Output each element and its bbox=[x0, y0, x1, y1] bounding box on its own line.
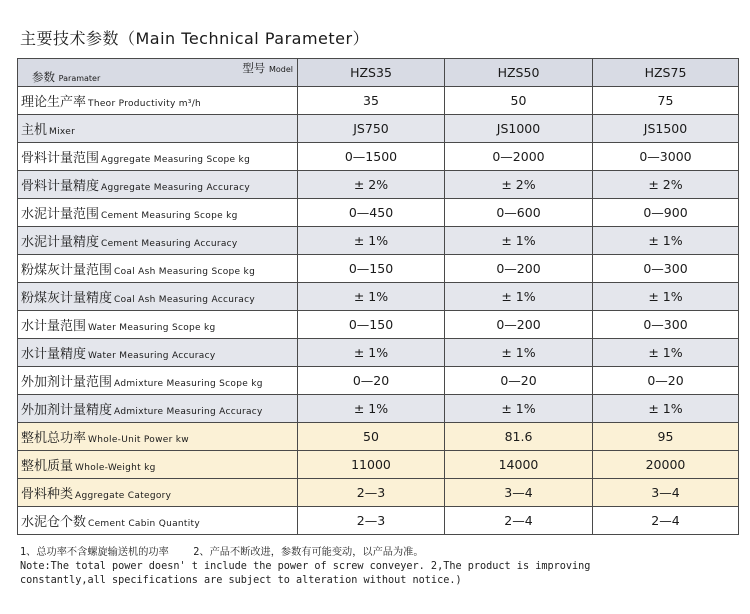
value-cell: 35 bbox=[298, 87, 445, 115]
footnote-line: constantly,all specifications are subject to alteration without notice.) bbox=[20, 575, 462, 586]
value-cell: 3—4 bbox=[593, 479, 739, 507]
parameter-name-zh: 骨料计量范围 bbox=[21, 151, 100, 166]
header-model-hzs75: HZS75 bbox=[593, 59, 739, 87]
table-row bbox=[18, 171, 739, 199]
parameter-name-cell bbox=[18, 199, 298, 227]
parameter-name-en: Theor Productivity m³/h bbox=[88, 99, 202, 109]
parameter-name-en: Water Measuring Accuracy bbox=[88, 351, 216, 361]
parameter-name-cell bbox=[18, 227, 298, 255]
parameter-name-zh: 外加剂计量精度 bbox=[21, 403, 113, 418]
value-cell: ± 1% bbox=[298, 339, 445, 367]
parameter-name-zh: 主机 bbox=[21, 123, 48, 138]
parameter-name-en: Water Measuring Scope kg bbox=[88, 323, 216, 333]
value-cell: 0—450 bbox=[298, 199, 445, 227]
header-diagonal-cell bbox=[18, 59, 298, 87]
value-cell: 2—4 bbox=[445, 507, 593, 535]
value-cell: 0—200 bbox=[445, 311, 593, 339]
parameter-name-cell bbox=[18, 395, 298, 423]
parameter-name-en: Cement Measuring Accuracy bbox=[101, 239, 238, 249]
value-cell: 2—4 bbox=[593, 507, 739, 535]
value-cell: 0—300 bbox=[593, 311, 739, 339]
parameter-name-zh: 粉煤灰计量范围 bbox=[21, 263, 113, 278]
value-cell: 0—3000 bbox=[593, 143, 739, 171]
value-cell: 0—600 bbox=[445, 199, 593, 227]
table-row bbox=[18, 451, 739, 479]
parameter-name-cell bbox=[18, 255, 298, 283]
value-cell: ± 2% bbox=[445, 171, 593, 199]
value-cell: 14000 bbox=[445, 451, 593, 479]
header-model-hzs35: HZS35 bbox=[298, 59, 445, 87]
table-row bbox=[18, 115, 739, 143]
parameter-name-zh: 骨料种类 bbox=[21, 487, 74, 502]
parameter-name-zh: 整机质量 bbox=[21, 459, 74, 474]
table-row bbox=[18, 311, 739, 339]
value-cell: ± 1% bbox=[593, 339, 739, 367]
value-cell: ± 1% bbox=[593, 283, 739, 311]
parameter-name-cell bbox=[18, 171, 298, 199]
parameter-name-zh: 理论生产率 bbox=[21, 95, 87, 110]
page-title: 主要技术参数（Main Technical Parameter） bbox=[20, 29, 370, 48]
parameter-name-cell bbox=[18, 451, 298, 479]
table-row bbox=[18, 255, 739, 283]
value-cell: JS1500 bbox=[593, 115, 739, 143]
value-cell: 0—1500 bbox=[298, 143, 445, 171]
parameter-name-zh: 外加剂计量范围 bbox=[21, 375, 113, 390]
parameter-name-en: Coal Ash Measuring Scope kg bbox=[114, 267, 256, 277]
parameter-name-zh: 水计量范围 bbox=[21, 319, 87, 334]
table-row bbox=[18, 143, 739, 171]
footnote-line: 1、总功率不含螺旋输送机的功率 2、产品不断改进，参数有可能变动，以产品为准。 bbox=[20, 547, 424, 558]
parameter-name-zh: 整机总功率 bbox=[21, 431, 87, 446]
parameter-name-zh: 水计量精度 bbox=[21, 347, 87, 362]
value-cell: 20000 bbox=[593, 451, 739, 479]
parameter-name-zh: 粉煤灰计量精度 bbox=[21, 291, 113, 306]
table-row bbox=[18, 227, 739, 255]
value-cell: ± 1% bbox=[593, 395, 739, 423]
parameter-name-en: Coal Ash Measuring Accuracy bbox=[114, 295, 255, 305]
parameter-name-cell bbox=[18, 143, 298, 171]
table-row bbox=[18, 339, 739, 367]
parameter-name-en: Aggregate Measuring Scope kg bbox=[101, 155, 251, 165]
value-cell: ± 1% bbox=[298, 227, 445, 255]
value-cell: 0—150 bbox=[298, 255, 445, 283]
value-cell: 0—300 bbox=[593, 255, 739, 283]
value-cell: ± 1% bbox=[593, 227, 739, 255]
value-cell: ± 1% bbox=[445, 395, 593, 423]
parameter-name-cell bbox=[18, 311, 298, 339]
value-cell: 0—150 bbox=[298, 311, 445, 339]
table-row bbox=[18, 283, 739, 311]
value-cell: ± 2% bbox=[298, 171, 445, 199]
value-cell: 0—2000 bbox=[445, 143, 593, 171]
parameter-table bbox=[17, 58, 739, 535]
value-cell: ± 1% bbox=[298, 395, 445, 423]
table-row bbox=[18, 367, 739, 395]
parameter-name-cell bbox=[18, 87, 298, 115]
value-cell: 11000 bbox=[298, 451, 445, 479]
parameter-name-cell bbox=[18, 507, 298, 535]
parameter-name-en: Admixture Measuring Accuracy bbox=[114, 407, 263, 417]
parameter-name-en: Cement Cabin Quantity bbox=[88, 519, 201, 529]
parameter-name-en: Aggregate Category bbox=[75, 491, 172, 501]
table-row bbox=[18, 395, 739, 423]
parameter-name-en: Whole-Unit Power kw bbox=[88, 435, 189, 445]
value-cell: JS1000 bbox=[445, 115, 593, 143]
value-cell: 0—20 bbox=[298, 367, 445, 395]
value-cell: ± 1% bbox=[445, 227, 593, 255]
parameter-name-cell bbox=[18, 423, 298, 451]
table-header-row bbox=[18, 59, 739, 87]
value-cell: ± 1% bbox=[445, 283, 593, 311]
parameter-name-zh: 水泥仓个数 bbox=[21, 515, 87, 530]
header-model-label: 型号 Model bbox=[242, 61, 293, 75]
value-cell: 0—200 bbox=[445, 255, 593, 283]
parameter-name-zh: 水泥计量精度 bbox=[21, 235, 100, 250]
value-cell: ± 1% bbox=[298, 283, 445, 311]
table-row bbox=[18, 87, 739, 115]
value-cell: 50 bbox=[445, 87, 593, 115]
parameter-name-en: Admixture Measuring Scope kg bbox=[114, 379, 263, 389]
parameter-name-en: Cement Measuring Scope kg bbox=[101, 211, 238, 221]
header-param-label: 参数 Paramater bbox=[32, 70, 101, 84]
parameter-name-zh: 骨料计量精度 bbox=[21, 179, 100, 194]
value-cell: 50 bbox=[298, 423, 445, 451]
parameter-name-en: Whole-Weight kg bbox=[75, 463, 156, 473]
value-cell: 0—900 bbox=[593, 199, 739, 227]
value-cell: 2—3 bbox=[298, 507, 445, 535]
value-cell: 81.6 bbox=[445, 423, 593, 451]
parameter-name-en: Mixer bbox=[49, 127, 76, 137]
value-cell: ± 2% bbox=[593, 171, 739, 199]
parameter-name-cell bbox=[18, 479, 298, 507]
value-cell: 0—20 bbox=[593, 367, 739, 395]
parameter-name-cell bbox=[18, 115, 298, 143]
header-model-hzs50: HZS50 bbox=[445, 59, 593, 87]
parameter-name-cell bbox=[18, 367, 298, 395]
parameter-name-en: Aggregate Measuring Accuracy bbox=[101, 183, 250, 193]
value-cell: 75 bbox=[593, 87, 739, 115]
value-cell: 0—20 bbox=[445, 367, 593, 395]
parameter-name-cell bbox=[18, 283, 298, 311]
value-cell: ± 1% bbox=[445, 339, 593, 367]
footnote-line: Note:The total power doesn' t include the power of screw conveyer. 2,The product is improving bbox=[20, 561, 591, 572]
parameter-name-cell bbox=[18, 339, 298, 367]
value-cell: 95 bbox=[593, 423, 739, 451]
table-row bbox=[18, 507, 739, 535]
value-cell: JS750 bbox=[298, 115, 445, 143]
table-row bbox=[18, 479, 739, 507]
table-row bbox=[18, 423, 739, 451]
value-cell: 3—4 bbox=[445, 479, 593, 507]
table-row bbox=[18, 199, 739, 227]
footnotes bbox=[20, 546, 590, 588]
value-cell: 2—3 bbox=[298, 479, 445, 507]
parameter-name-zh: 水泥计量范围 bbox=[21, 207, 100, 222]
